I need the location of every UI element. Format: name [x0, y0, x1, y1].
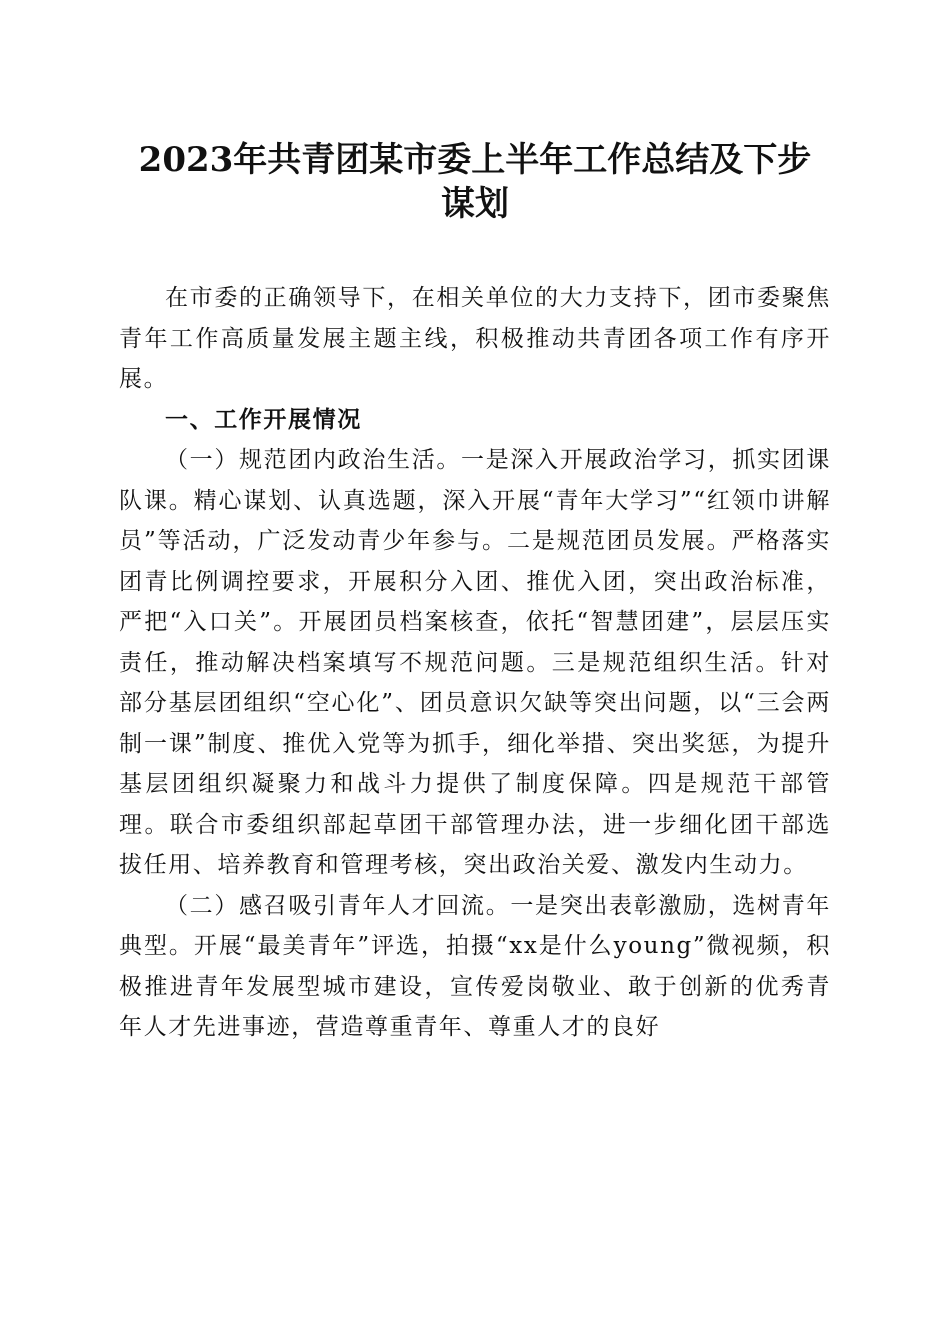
document-title: [100, 138, 850, 226]
item-1-lead: （一）规范团内政治生活。: [165, 447, 462, 473]
item-2-paragraph: [119, 886, 831, 1048]
intro-paragraph: 在市委的正确领导下，在相关单位的大力支持下，团市委聚焦青年工作高质量发展主题主线，积极推动共青团各项工作有序开展。: [119, 285, 831, 392]
title-line-1: 2023年共青团某市委上半年工作总结及下步: [138, 140, 812, 180]
item-2-lead: （二）感召吸引青年人才回流。: [165, 892, 511, 919]
title-line-2: 谋划: [441, 184, 509, 224]
item-1-text: 一是深入开展政治学习，抓实团课队课。精心谋划、认真选题，深入开展“青年大学习”“红领巾讲解员”等活动，广泛发动青少年参与。二是规范团员发展。严格落实团青比例调控要求，开展积分入团、推优入团，突出政治标准，严把“入口关”。开展团员档案核查，依托“智慧团建”，层层压实责任，推动解决档案填写不规范问题。三是规范组织生活。针对部分基层团组织“空心化”、团员意识欠缺等突出问题，以“三会两制一课”制度、推优入党等为抓手，细化举措、突出奖惩，为提升基层团组织凝聚力和战斗力提供了制度保障。四是规范干部管理。联合市委组织部起草团干部管理办法，进一步细化团干部选拔任用、培养教育和管理考核，突出政治关爱、激发内生动力。: [119, 447, 831, 878]
item-2-text: 一是突出表彰激励，选树青年典型。开展“最美青年”评选，拍摄“xx是什么young”微视频，积极推进青年发展型城市建设，宣传爱岗敬业、敢于创新的优秀青年人才先进事迹，营造尊重青年、尊重人才的良好: [119, 892, 831, 1040]
document-body: [119, 278, 831, 1048]
section-heading: 一、工作开展情况: [165, 406, 362, 433]
item-1-paragraph: [119, 440, 831, 886]
